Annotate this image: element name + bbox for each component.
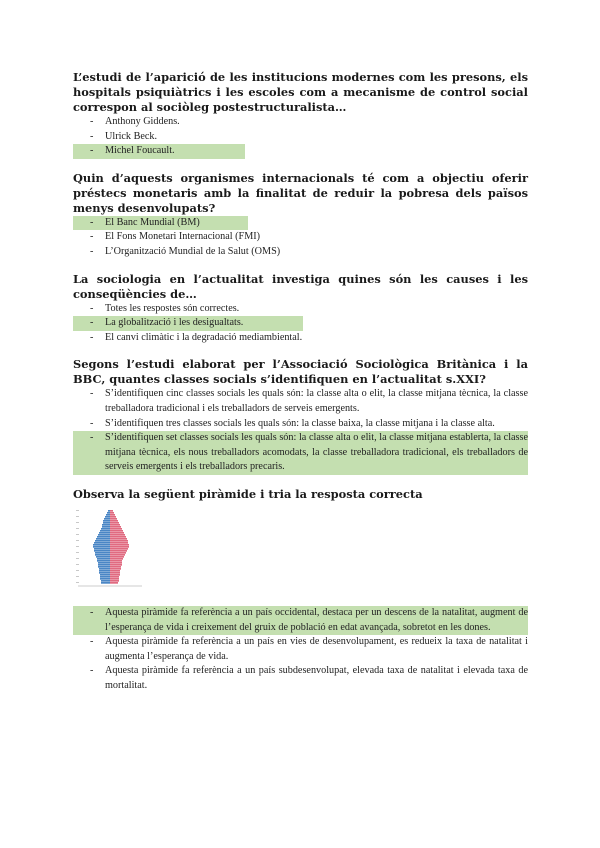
pyramid-bar-female [110,548,128,550]
pyramid-bar-female [110,556,124,558]
pyramid-bar-male [98,534,110,536]
pyramid-tick [76,528,79,529]
option-oms[interactable]: - L’Organització Mundial de la Salut (OMS) [90,245,281,257]
pyramid-bar-male [103,520,110,522]
pyramid-tick [76,510,79,511]
pyramid-tick [76,570,79,571]
option-ulrick-beck[interactable]: - Ulrick Beck. [90,130,158,142]
population-pyramid-figure [74,506,146,598]
option-banc-mundial-correct[interactable]: - El Banc Mundial (BM) [73,216,248,231]
option-fons-monetari[interactable]: - El Fons Monetari Internacional (FMI) [90,231,261,243]
question-2 [73,171,528,260]
pyramid-bar-male [102,524,110,526]
question-text: Observa la següent piràmide i tria la resposta correcta [73,486,423,501]
question-text: La sociologia en l’actualitat investiga quines són les causes i les conseqüències de… [73,271,528,301]
pyramid-bar-female [110,532,124,534]
option-set-classes-correct[interactable]: - S’identifiquen set classes socials les quals són: la classe alta o elit, la classe mitjana establerta, la classe mitjana tècnica, els nous treballadors acomodats, la classe treballadora tradicional, els treballadors de serveis emergents i els treballadors precaris. [73,431,528,475]
pyramid-bar-female [110,560,122,562]
pyramid-bar-male [100,578,110,580]
pyramid-tick [76,564,79,565]
pyramid-bar-female [110,552,126,554]
option-anthony-giddens[interactable]: - Anthony Giddens. [90,116,180,127]
pyramid-bar-female [110,566,121,568]
pyramid-bar-female [110,538,127,540]
pyramid-bar-female [110,580,119,582]
option-pais-occidental-correct[interactable]: - Aquesta piràmide fa referència a un país occidental, destaca per un descens de la natalitat, augment de l’esperança de vida i creixement del gruix de població en edat avançada, sobretot en les dones. [73,606,528,635]
exam-page [73,70,528,705]
pyramid-bar-male [106,514,110,516]
pyramid-bar-male [107,512,110,514]
pyramid-bar-male [93,546,110,548]
pyramid-bar-female [110,520,118,522]
pyramid-tick [76,546,79,547]
population-pyramid [74,506,146,598]
pyramid-bar-female [110,574,120,576]
option-tres-classes[interactable]: - S’identifiquen tres classes socials les quals són: la classe baixa, la classe mitjana i la classe alta. [90,417,495,429]
pyramid-bar-male [98,564,110,566]
pyramid-bar-female [110,522,119,524]
pyramid-bar-female [110,512,114,514]
pyramid-bar-female [110,576,119,578]
pyramid-bar-female [110,518,117,520]
pyramid-tick [76,540,79,541]
pyramid-bar-female [110,570,120,572]
pyramid-bar-male [95,540,110,542]
option-totes[interactable]: - Totes les respostes són correctes. [90,302,240,314]
option-pais-en-vies[interactable]: - Aquesta piràmide fa referència a un país en vies de desenvolupament, es redueix la taxa de natalitat i augmenta l’esperança de vida. [90,636,528,662]
pyramid-bar-male [95,552,110,554]
pyramid-bar-male [103,522,110,524]
question-text: Quin d’aquests organismes internacionals té com a objectiu oferir préstecs monetaris amb la finalitat de reduir la pobresa dels països menys desenvolupats? [73,170,528,215]
pyramid-bar-female [110,572,120,574]
question-text: Segons l’estudi elaborat per l’Associació Sociològica Britànica i la BBC, quantes classes socials s’identifiquen en l’actualitat s.XXI? [73,357,528,387]
pyramid-bar-female [110,536,126,538]
pyramid-bar-female [110,524,120,526]
pyramid-bar-female [110,528,122,530]
pyramid-bar-male [102,526,110,528]
question-4 [73,357,528,475]
question-text: L’estudi de l’aparició de les institucions modernes com les presons, els hospitals psiquiàtrics i les escoles com a mecanisme de control social correspon al sociòleg postestructuralista… [73,70,528,114]
option-michel-foucault-correct[interactable]: - Michel Foucault. [73,144,245,159]
options-list [73,387,528,475]
pyramid-tick [76,558,79,559]
pyramid-bar-female [110,526,121,528]
pyramid-tick [76,534,79,535]
pyramid-tick [76,522,79,523]
option-globalitzacio-correct[interactable]: - La globalització i les desigualtats. [73,316,303,331]
pyramid-bar-female [110,534,125,536]
pyramid-bar-male [96,556,110,558]
question-1 [73,70,528,159]
pyramid-tick [76,576,79,577]
pyramid-bar-male [97,560,110,562]
pyramid-bar-male [99,572,110,574]
options-list [73,302,528,346]
pyramid-bar-female [110,514,115,516]
pyramid-bar-male [95,554,110,556]
pyramid-bar-male [101,582,110,584]
pyramid-tick [76,552,79,553]
pyramid-bar-female [110,544,129,546]
pyramid-bar-male [94,542,110,544]
pyramid-bar-male [99,570,110,572]
pyramid-bar-female [110,510,113,512]
pyramid-bar-male [93,544,110,546]
pyramid-bar-male [101,580,110,582]
question-5 [73,487,528,694]
pyramid-bar-female [110,568,121,570]
pyramid-bar-female [110,530,123,532]
pyramid-bar-male [105,516,110,518]
pyramid-bar-female [110,516,116,518]
pyramid-bar-male [94,550,110,552]
pyramid-bar-male [108,510,110,512]
pyramid-bar-male [96,538,110,540]
pyramid-bar-female [110,558,123,560]
pyramid-bar-male [99,532,110,534]
pyramid-bar-male [94,548,110,550]
option-canvi-climatic[interactable]: - El canvi climàtic i la degradació mediambiental. [90,331,303,343]
options-list [73,115,528,159]
pyramid-bar-male [100,576,110,578]
pyramid-bar-male [100,574,110,576]
pyramid-bar-female [110,582,118,584]
pyramid-bar-male [99,568,110,570]
pyramid-bar-female [110,562,122,564]
pyramid-bar-male [98,566,110,568]
pyramid-bar-male [100,530,110,532]
pyramid-bar-male [97,536,110,538]
pyramid-bar-male [101,528,110,530]
pyramid-tick [76,582,79,583]
pyramid-tick [76,516,79,517]
pyramid-bar-female [110,554,125,556]
pyramid-bar-female [110,550,127,552]
pyramid-bar-male [97,558,110,560]
option-cinc-classes[interactable]: - S’identifiquen cinc classes socials les quals són: la classe alta o elit, la classe mitjana tècnica, la classe treballadora tradicional i els treballadors de serveis emergents. [90,388,528,414]
options-list [73,216,528,260]
pyramid-bar-male [104,518,110,520]
pyramid-bar-female [110,546,129,548]
question-3 [73,272,528,346]
pyramid-bar-female [110,578,119,580]
pyramid-bar-female [110,542,128,544]
option-pais-subdesenvolupat[interactable]: - Aquesta piràmide fa referència a un país subdesenvolupat, elevada taxa de natalitat i elevada taxa de mortalitat. [90,665,528,691]
pyramid-bar-female [110,564,122,566]
pyramid-bar-male [98,562,110,564]
options-list [73,606,528,694]
pyramid-bar-female [110,540,128,542]
